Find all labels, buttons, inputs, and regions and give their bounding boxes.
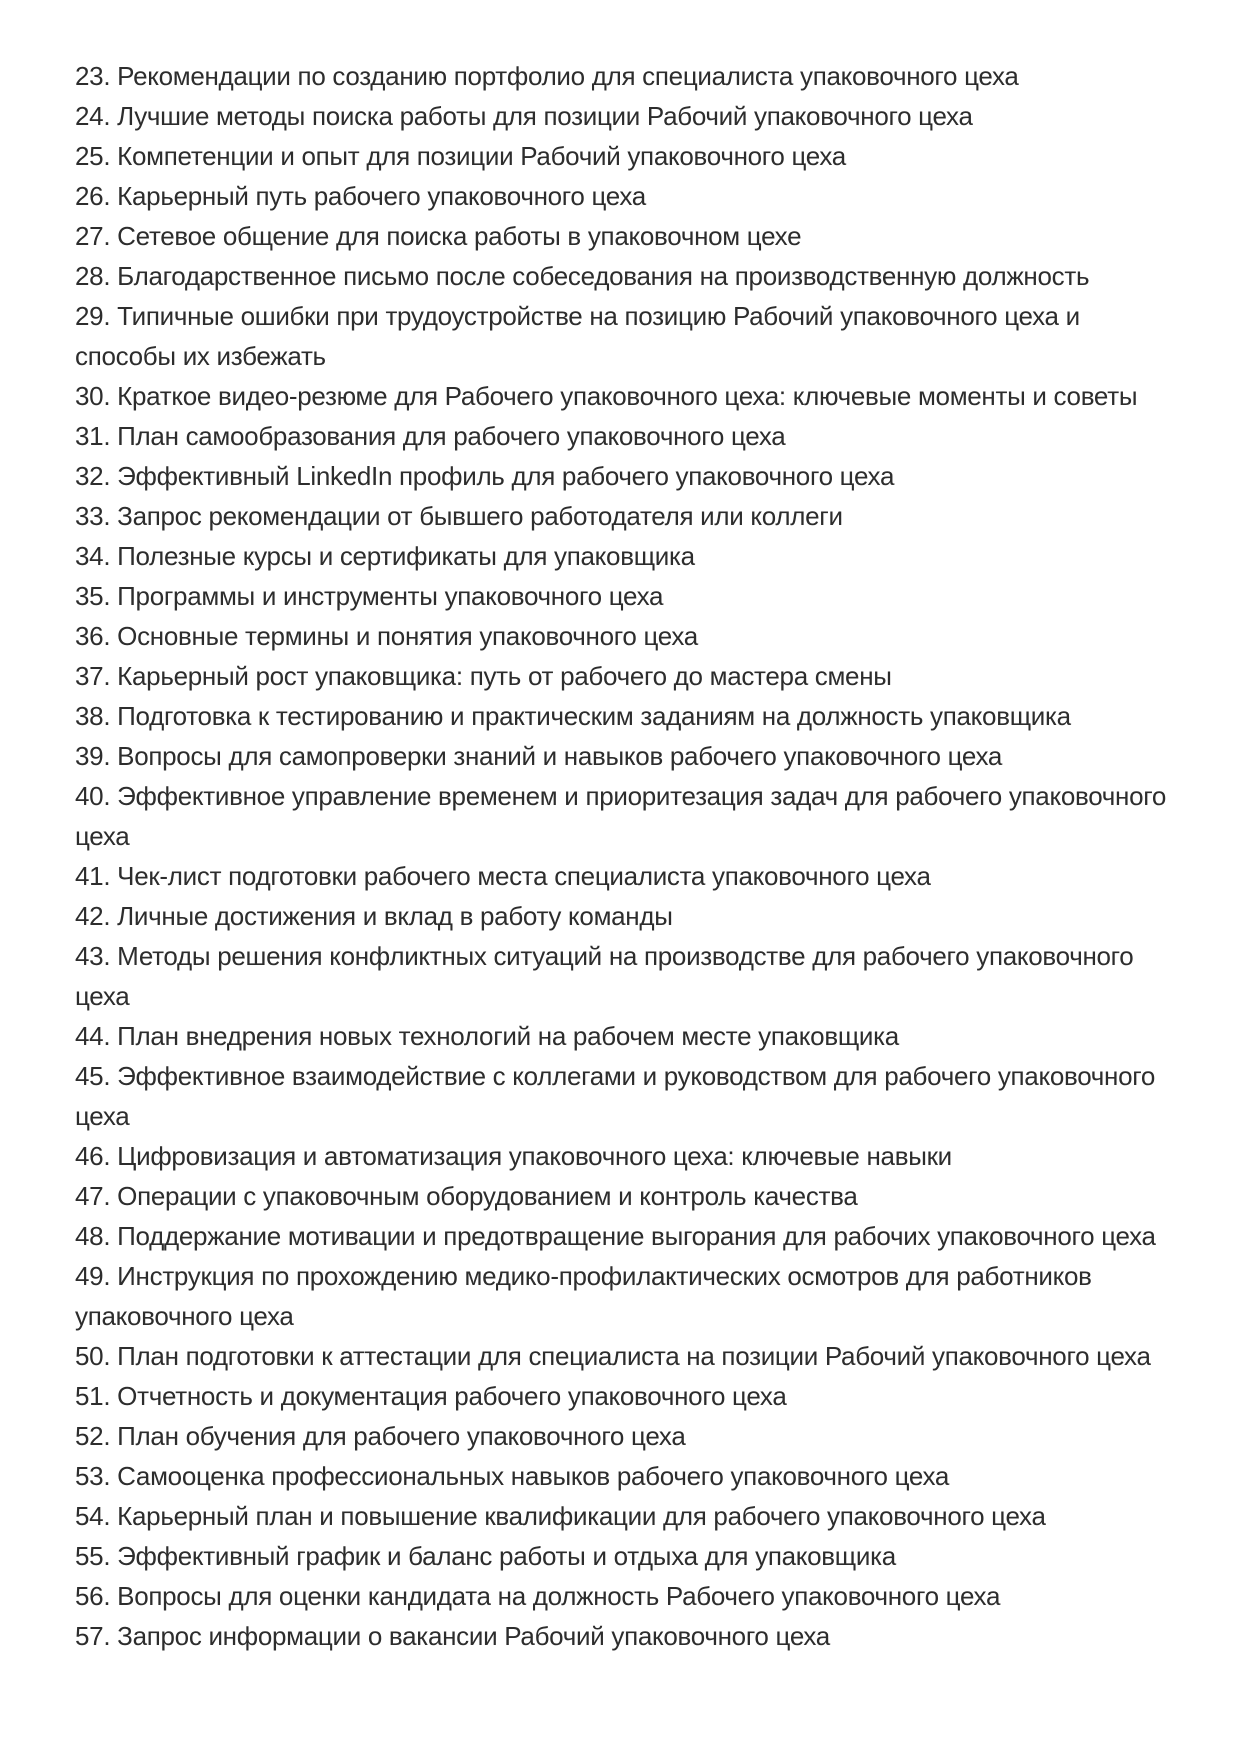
list-item: 47. Операции с упаковочным оборудованием и контроль качества — [75, 1181, 858, 1211]
list-item: 55. Эффективный график и баланс работы и отдыха для упаковщика — [75, 1541, 896, 1571]
list-item: 25. Компетенции и опыт для позиции Рабочий упаковочного цеха — [75, 141, 846, 171]
list-item: 39. Вопросы для самопроверки знаний и навыков рабочего упаковочного цеха — [75, 741, 1003, 771]
list-item: 42. Личные достижения и вклад в работу команды — [75, 901, 673, 931]
list-item: 38. Подготовка к тестированию и практическим заданиям на должность упаковщика — [75, 701, 1071, 731]
list-item: 41. Чек-лист подготовки рабочего места специалиста упаковочного цеха — [75, 861, 931, 891]
list-item: 56. Вопросы для оценки кандидата на должность Рабочего упаковочного цеха — [75, 1581, 1001, 1611]
list-item: 34. Полезные курсы и сертификаты для упаковщика — [75, 541, 695, 571]
list-item: 40. Эффективное управление временем и приоритезация задач для рабочего упаковочного цеха — [75, 781, 1167, 851]
list-item: 30. Краткое видео-резюме для Рабочего упаковочного цеха: ключевые моменты и советы — [75, 381, 1138, 411]
list-item: 24. Лучшие методы поиска работы для позиции Рабочий упаковочного цеха — [75, 101, 973, 131]
numbered-list — [75, 56, 1175, 1656]
list-item: 26. Карьерный путь рабочего упаковочного цеха — [75, 181, 646, 211]
list-item: 50. План подготовки к аттестации для специалиста на позиции Рабочий упаковочного цеха — [75, 1341, 1151, 1371]
list-item: 32. Эффективный LinkedIn профиль для рабочего упаковочного цеха — [75, 461, 895, 491]
list-item: 37. Карьерный рост упаковщика: путь от рабочего до мастера смены — [75, 661, 892, 691]
list-item: 49. Инструкция по прохождению медико-профилактических осмотров для работников упаковочного цеха — [75, 1261, 1092, 1331]
list-item: 44. План внедрения новых технологий на рабочем месте упаковщика — [75, 1021, 899, 1051]
list-item: 28. Благодарственное письмо после собеседования на производственную должность — [75, 261, 1090, 291]
list-item: 45. Эффективное взаимодействие с коллегами и руководством для рабочего упаковочного цеха — [75, 1061, 1156, 1131]
list-item: 27. Сетевое общение для поиска работы в упаковочном цехе — [75, 221, 802, 251]
list-item: 35. Программы и инструменты упаковочного цеха — [75, 581, 664, 611]
list-item: 53. Самооценка профессиональных навыков рабочего упаковочного цеха — [75, 1461, 950, 1491]
list-item: 52. План обучения для рабочего упаковочного цеха — [75, 1421, 686, 1451]
list-item: 23. Рекомендации по созданию портфолио для специалиста упаковочного цеха — [75, 61, 1019, 91]
list-item: 51. Отчетность и документация рабочего упаковочного цеха — [75, 1381, 787, 1411]
list-item: 33. Запрос рекомендации от бывшего работодателя или коллеги — [75, 501, 843, 531]
list-item: 54. Карьерный план и повышение квалификации для рабочего упаковочного цеха — [75, 1501, 1046, 1531]
list-item: 31. План самообразования для рабочего упаковочного цеха — [75, 421, 786, 451]
list-item: 29. Типичные ошибки при трудоустройстве на позицию Рабочий упаковочного цеха и способы их избежать — [75, 301, 1080, 371]
list-item: 43. Методы решения конфликтных ситуаций на производстве для рабочего упаковочного цеха — [75, 941, 1134, 1011]
list-item: 46. Цифровизация и автоматизация упаковочного цеха: ключевые навыки — [75, 1141, 952, 1171]
list-item: 48. Поддержание мотивации и предотвращение выгорания для рабочих упаковочного цеха — [75, 1221, 1156, 1251]
list-item: 57. Запрос информации о вакансии Рабочий упаковочного цеха — [75, 1621, 830, 1651]
list-item: 36. Основные термины и понятия упаковочного цеха — [75, 621, 698, 651]
